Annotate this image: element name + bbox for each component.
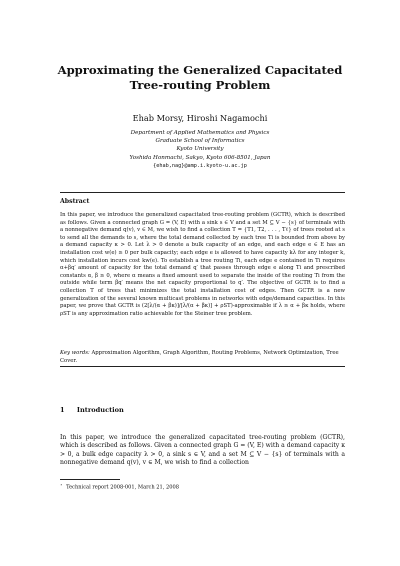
keywords xyxy=(60,350,345,365)
affiliation-department: Department of Applied Mathematics and Physics xyxy=(130,130,270,136)
footnote-mark: ⋆ xyxy=(60,482,63,487)
section-number: 1 xyxy=(60,406,65,414)
paper-authors: Ehab Morsy, Hiroshi Nagamochi xyxy=(132,113,268,123)
keywords-text: Approximation Algorithm, Graph Algorithm, Routing Problems, Network Optimization, Tree Cover. xyxy=(60,350,339,364)
footnote-rule xyxy=(60,479,120,480)
paper-title: Approximating the Generalized Capacitated Tree-routing Problem xyxy=(57,63,343,92)
affiliation-university: Kyoto University xyxy=(176,146,224,153)
introduction-text: In this paper, we introduce the generalized capacitated tree-routing problem (GCTR), which is described as follows. Given a connected graph G = (V, E) with a demand capacity κ > 0, a bulk edge capacity λ > 0, a sink s ∈ V, and a set M ⊆ V − {s} of terminals with a nonnegative demand q(v), v ∈ M, we wish to find a collection xyxy=(60,434,345,467)
keywords-label: Key words: xyxy=(60,350,90,356)
affiliation-school: Graduate School of Informatics xyxy=(155,138,245,145)
author-email: {ehab,nag}@amp.i.kyoto-u.ac.jp xyxy=(153,162,247,169)
abstract-text: In this paper, we introduce the generalized capacitated tree-routing problem (GCTR), which is described as follows. Given a connected graph G = (V, E) with a sink s ∈ V and a set M ⊆ V − {s} of terminals with a nonnegative demand q(v), v ∈ M, we wish to find a collection T = {T1, T2, . . . , Tℓ} of trees rooted at s to send all the demands to s, where the total demand collected by each tree Ti is bounded from above by a demand capacity κ > 0. Let λ > 0 denote a bulk capacity of an edge, and each edge e ∈ E has an installation cost w(e) ≥ 0 per bulk capacity; each edge e is allowed to have capacity kλ for any integer k, which installation incurs cost kw(e). To establish a tree routing Ti, each edge e contained in Ti requires α+βq′ amount of capacity for the total demand q′ that passes through edge e along Ti and prescribed constants α, β ≥ 0, where α means a fixed amount used to separate the inside of the routing Ti from the outside while term βq′ means the net capacity proportional to q′. The objective of GCTR is to find a collection T of trees that minimizes the total installation cost of edges. Then GCTR is a new generalization of the several known multicast problems in networks with edge/demand capacities. In this paper, we prove that GCTR is (2[λ/(α + βκ)]/[λ/(α + βκ)] + ρST)-approximable if λ ≥ α + βκ holds, where ρST is any approximation ratio achievable for the Steiner tree problem. xyxy=(60,212,345,317)
abstract-heading: Abstract xyxy=(60,198,90,205)
abstract-bottom-rule xyxy=(60,366,345,367)
section-title: Introduction xyxy=(76,406,124,414)
section-heading xyxy=(60,406,124,414)
footnote xyxy=(60,482,179,491)
footnote-text: Technical report 2008-001, March 21, 2008 xyxy=(66,484,179,491)
affiliation-address: Yoshida Honmachi, Sakyo, Kyoto 606-8501, Japan xyxy=(129,154,271,161)
abstract-top-rule xyxy=(60,192,345,193)
affiliation-block xyxy=(40,129,360,170)
